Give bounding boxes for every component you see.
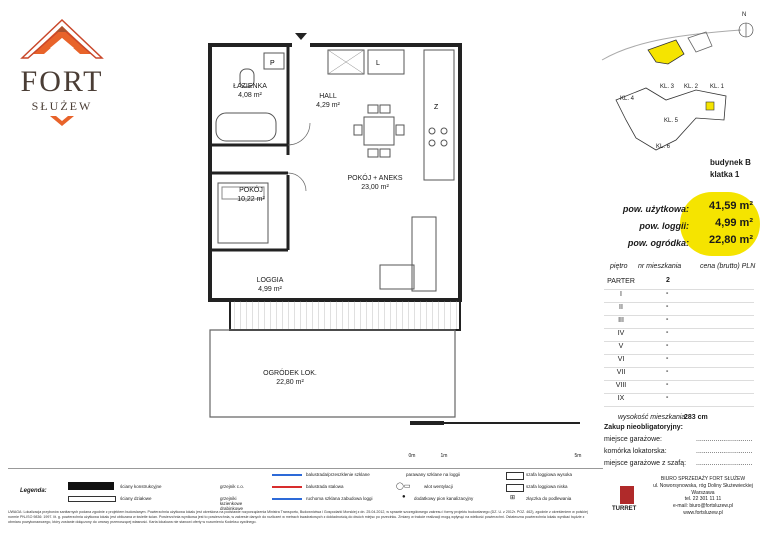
floor-label: IV (617, 330, 625, 337)
floors-header-price: cena (brutto) PLN (700, 263, 756, 270)
floor-row (604, 368, 754, 381)
kl-5: KL. 5 (664, 118, 679, 124)
floor-row (604, 381, 754, 394)
floor-label: II (619, 304, 623, 311)
area-label: pow. ogródka: (627, 238, 689, 248)
room-area: 4,29 m² (316, 101, 340, 109)
room-pokoj-aneks (330, 175, 420, 193)
room-area: 10,22 m² (237, 195, 265, 203)
kl-1: KL. 1 (710, 84, 725, 90)
logo-emblem-icon (12, 18, 112, 60)
area-label: pow. loggii: (639, 221, 689, 231)
floor-label: I (620, 291, 622, 298)
floor-row (604, 394, 754, 407)
room-area: 22,80 m² (276, 378, 304, 386)
logo-brand: FORT (20, 65, 104, 98)
legend-item: szafa loggiowa niska (526, 484, 568, 489)
legend-item: szafa loggiowa wysoka (526, 472, 573, 477)
apartment-number: - (666, 316, 669, 323)
legend-item: złączka do podlewania (526, 496, 572, 501)
logo-subtitle: SŁUŻEW (31, 99, 93, 113)
area-value: 4,99 m² (715, 217, 753, 229)
steel-railing-swatch (272, 486, 302, 488)
apartment-number: - (666, 329, 669, 336)
site-plan-drawing (596, 10, 766, 160)
room-pokoj (216, 187, 286, 205)
apartment-number: - (666, 355, 669, 362)
extra-label: miejsce garażowe z szafą: (604, 460, 687, 467)
office-line: tel. 22 301 11 11 (684, 496, 722, 503)
extras-title: Zakup nieobligatoryjny: (604, 424, 683, 431)
room-name: HALL (319, 93, 337, 100)
fort-sluzew-logo (12, 18, 112, 128)
apartment-number: - (666, 303, 669, 310)
extra-value: ............................. (696, 460, 753, 467)
scale-0: 0m (408, 453, 416, 459)
site-plan (596, 10, 766, 160)
wall-partition-swatch (68, 496, 116, 502)
extras-block (604, 414, 764, 472)
floor-row (604, 290, 754, 303)
building-name: budynek B (710, 158, 751, 167)
room-loggia (240, 277, 300, 295)
area-value: 41,59 m² (708, 200, 753, 212)
room-lazienka (214, 83, 286, 101)
floor-label: V (618, 343, 624, 350)
extra-label: miejsce garażowe: (604, 436, 662, 443)
floor-row (604, 329, 754, 342)
apartment-number: - (666, 368, 669, 375)
legend-item: parawany szklane na loggii (406, 472, 461, 477)
area-row (598, 200, 753, 216)
disclaimer-note: UWAGA: Lokalizacja przyborów sanitarnych podana zgodnie z projektem budowlanym. Powierzchnia użytkowa lokalu jest określona na podstawie rozporządzenia Ministra Transportu, Budownictwa i Gospodarki Morskiej z dn. 25.04.2012, w sprawie szczegółowego zakresu i formy projektu budowlanego (DZ. U. z 2012r. POZ. 462), zgodnie z określeniem w polskiej normie PN-ISO 9836: 1997. lit. g. powierzchnia użytkowa lokalu jest obliczana w świetle ścian. Powierzchnia wynikowa jest to powierzchnia, w zakresie danych do rozliczeń w metrach kwadratowych z dokładnością do dwóch miejsc po przecinku. Zmiany w trakcie realizacji mogą wpłynąć na wielkość powierzchni. Ostateczna powierzchnia lokalu wynikać będzie z obmiaru powykonawczego, który zostanie dołączony do umowy przenoszącej własność. Karta lokalowa nie stanowi oferty w rozumieniu Kodeksu cywilnego. (8, 510, 588, 524)
areas-block (598, 200, 753, 254)
extra-value: ............................. (696, 436, 753, 443)
floor-label: IX (617, 395, 625, 402)
floors-header-floor: piętro (610, 263, 628, 270)
apartment-number: - (666, 342, 669, 349)
legend (8, 468, 768, 543)
kl-3: KL. 3 (660, 84, 675, 90)
office-line: Warszawa (691, 489, 715, 496)
tall-cabinet-swatch (506, 472, 524, 480)
room-name: ŁAZIENKA (233, 83, 267, 90)
room-name: POKÓJ (239, 187, 263, 194)
legend-divider (8, 468, 603, 469)
room-area: 4,99 m² (258, 285, 282, 293)
room-name: POKÓJ + ANEKS (347, 175, 403, 182)
legend-title: Legenda: (20, 488, 47, 494)
pralka-label: P (270, 60, 275, 67)
sliding-glass-swatch (272, 498, 302, 500)
legend-item: balustrada stalowa (306, 484, 344, 489)
kl-6: KL. 6 (656, 144, 671, 150)
room-ogrodek (250, 370, 330, 388)
floor-label: III (618, 317, 624, 324)
logo-ornament-icon (42, 114, 82, 128)
area-label: pow. użytkowa: (622, 204, 689, 214)
north-marker: N (742, 12, 747, 18)
floor-row (604, 342, 754, 355)
apartment-number: 2 (666, 277, 670, 284)
legend-item: ściany działowe (120, 496, 152, 501)
wall-structural-swatch (68, 482, 114, 490)
office-line[interactable]: e-mail: biuro@fortsluzew.pl (672, 503, 734, 509)
kl-2: KL. 2 (684, 84, 699, 90)
floor-label: PARTER (607, 278, 635, 285)
floor-row (604, 277, 754, 290)
glass-railing-swatch (272, 474, 302, 476)
extra-value: ............................. (696, 448, 753, 455)
legend-item: dodatkowy pion kanalizacyjny (414, 496, 474, 501)
area-row (598, 234, 753, 250)
room-area: 4,08 m² (238, 91, 262, 99)
turret-brand: TURRET (612, 506, 637, 512)
office-line[interactable]: www.fortsluzew.pl (683, 509, 723, 516)
floor-row (604, 316, 754, 329)
room-area: 23,00 m² (361, 183, 389, 191)
scale-5: 5m (574, 453, 582, 459)
sales-office (640, 476, 766, 517)
room-hall (298, 93, 358, 111)
floor-label: VIII (615, 382, 627, 389)
floor-label: VI (617, 356, 625, 363)
apartment-number: - (666, 381, 669, 388)
legend-item: ruchoma szklana zabudowa loggi (306, 496, 373, 501)
area-row (598, 217, 753, 233)
floor-row (604, 303, 754, 316)
stairwell-name: klatka 1 (710, 170, 740, 179)
extra-label: komórka lokatorska: (604, 448, 667, 455)
kl-4: KL. 4 (620, 96, 635, 102)
room-name: OGRÓDEK LOK. (263, 370, 317, 377)
apartment-number: - (666, 394, 669, 401)
legend-item: grzejnik c.o. (220, 484, 245, 489)
legend-item: balustrada/przeszklenie szklane (306, 472, 370, 477)
zmywarka-label: Z (434, 104, 439, 111)
low-cabinet-swatch (506, 484, 524, 492)
lodowka-label: L (376, 60, 380, 67)
floor-row (604, 355, 754, 368)
floors-table (604, 263, 764, 413)
watering-connector-icon: ⊞ (510, 495, 516, 501)
apartment-number: - (666, 290, 669, 297)
floor-label: VII (616, 369, 626, 376)
legend-item: grzejniki łazienkowe drabinkowe (220, 496, 244, 511)
legend-item: ściany konstrukcyjne (120, 484, 162, 489)
scale-1: 1m (440, 453, 448, 459)
drain-pipe-icon: ● (402, 494, 406, 500)
room-name: LOGGIA (256, 277, 284, 284)
legend-item: wlot wentylacji (424, 484, 453, 489)
area-value: 22,80 m² (708, 234, 753, 246)
turret-logo-icon (620, 486, 634, 504)
floor-plan (180, 25, 590, 459)
ventilation-icon: ◯▭ (396, 483, 411, 490)
office-line: BIURO SPRZEDAŻY FORT SŁUŻEW (660, 476, 746, 482)
office-line: ul. Noworsynowska, róg Doliny Służewieckiej (653, 482, 753, 489)
floors-header-number: nr mieszkania (638, 263, 682, 270)
height-label: wysokość mieszkania: (618, 414, 688, 421)
height-value: 283 cm (684, 414, 708, 421)
